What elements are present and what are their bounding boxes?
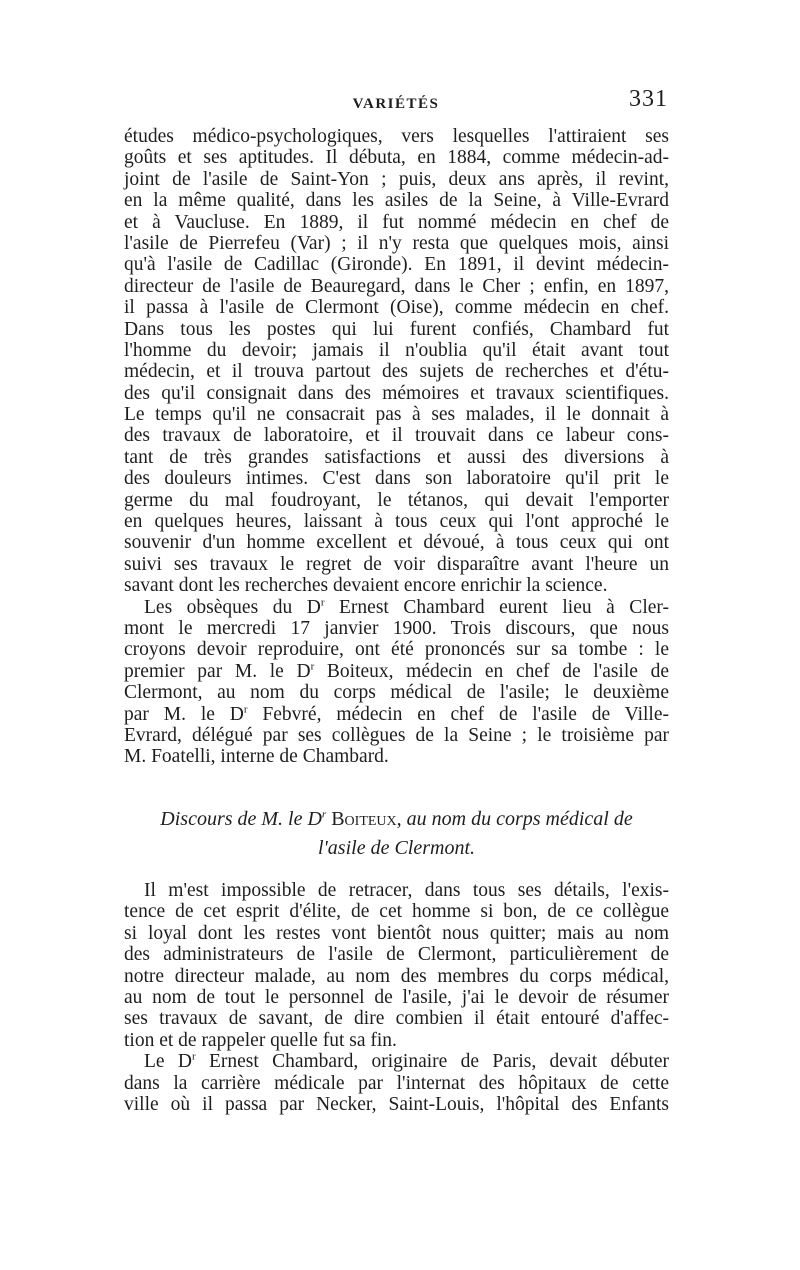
heading-fragment: , au nom du corps médical de bbox=[396, 808, 633, 830]
paragraph-2 bbox=[124, 597, 669, 768]
text-line: Evrard, délégué par ses collègues de la Seine ; le troisième par bbox=[124, 724, 669, 746]
text-line: des qu'il consignait dans des mémoires et travaux scientifiques. bbox=[124, 382, 669, 404]
text-line bbox=[124, 1051, 669, 1072]
text-line: directeur de l'asile de Beauregard, dans le Cher ; enfin, en 1897, bbox=[124, 275, 669, 297]
page-number: 331 bbox=[629, 86, 668, 112]
paragraph-1 bbox=[124, 126, 669, 597]
paragraph-3 bbox=[124, 880, 669, 1051]
text-fragment: premier par M. le D bbox=[124, 660, 311, 682]
text-fragment: Le D bbox=[144, 1051, 192, 1073]
text-line: l'homme du devoir; jamais il n'oublia qu'il était avant tout bbox=[124, 339, 669, 361]
text-line: souvenir d'un homme excellent et dévoué, à tous ceux qui ont bbox=[124, 532, 669, 554]
text-line: si loyal dont les restes vont bientôt nous quitter; mais au nom bbox=[124, 922, 669, 944]
text-line: des administrateurs de l'asile de Clermont, particulièrement de bbox=[124, 944, 669, 966]
text-line: ses travaux de savant, de dire combien il était entouré d'affec- bbox=[124, 1008, 669, 1030]
text-line: des travaux de laboratoire, et il trouvait dans ce labeur cons- bbox=[124, 425, 669, 447]
text-line: Le temps qu'il ne consacrait pas à ses malades, il le donnait à bbox=[124, 404, 669, 426]
text-line: goûts et ses aptitudes. Il débuta, en 1884, comme médecin-ad- bbox=[124, 147, 669, 169]
paragraph-4 bbox=[124, 1051, 669, 1115]
text-line: ville où il passa par Necker, Saint-Louis, l'hôpital des Enfants bbox=[124, 1093, 669, 1115]
text-line: dans la carrière médicale par l'internat des hôpitaux de cette bbox=[124, 1072, 669, 1094]
text-line: études médico-psychologiques, vers lesquelles l'attiraient ses bbox=[124, 126, 669, 147]
section-heading bbox=[124, 805, 669, 863]
text-fragment: Les obsèques du D bbox=[144, 596, 321, 618]
text-line: suivi ses travaux le regret de voir disparaître avant l'heure un bbox=[124, 553, 669, 575]
text-line: au nom de tout le personnel de l'asile, j'ai le devoir de résumer bbox=[124, 986, 669, 1008]
text-line: notre directeur malade, au nom des membres du corps médical, bbox=[124, 965, 669, 987]
page-header bbox=[124, 86, 668, 126]
text-line: médecin, et il trouva partout des sujets de recherches et d'étu- bbox=[124, 361, 669, 383]
text-line: et à Vaucluse. En 1889, il fut nommé médecin en chef de bbox=[124, 211, 669, 233]
text-line: tence de cet esprit d'élite, de cet homme si bon, de ce collègue bbox=[124, 901, 669, 923]
text-line: savant dont les recherches devaient encore enrichir la science. bbox=[124, 575, 608, 597]
text-line: des douleurs intimes. C'est dans son laboratoire qu'il prit le bbox=[124, 468, 669, 490]
text-line: mont le mercredi 17 janvier 1900. Trois discours, que nous bbox=[124, 617, 669, 639]
text-line: germe du mal foudroyant, le tétanos, qui devait l'emporter bbox=[124, 489, 669, 511]
superscript: r bbox=[320, 596, 325, 609]
text-fragment: par M. le D bbox=[124, 703, 244, 725]
heading-line bbox=[124, 805, 669, 834]
heading-line: l'asile de Clermont. bbox=[317, 837, 476, 859]
text-line bbox=[124, 704, 669, 725]
text-fragment: Ernest Chambard eurent lieu à Cler- bbox=[324, 596, 669, 618]
text-line: en la même qualité, dans les asiles de la Seine, à Ville-Evrard bbox=[124, 190, 669, 212]
text-line: croyons devoir reproduire, ont été prononcés sur sa tombe : le bbox=[124, 639, 669, 661]
text-fragment: Ernest Chambard, originaire de Paris, devait débuter bbox=[195, 1051, 669, 1073]
text-line: M. Foatelli, interne de Chambard. bbox=[124, 746, 389, 768]
text-line: Dans tous les postes qui lui furent confiés, Chambard fut bbox=[124, 318, 669, 340]
text-line: tion et de rappeler quelle fut sa fin. bbox=[124, 1029, 397, 1051]
superscript: r bbox=[310, 660, 315, 673]
heading-fragment: Discours de M. le D bbox=[160, 808, 322, 830]
superscript: r bbox=[243, 703, 248, 716]
body-text-top bbox=[124, 126, 669, 768]
superscript: r bbox=[191, 1050, 196, 1063]
text-line: Clermont, au nom du corps médical de l'asile; le deuxième bbox=[124, 682, 669, 704]
superscript: r bbox=[321, 808, 327, 821]
text-fragment: Boiteux, médecin en chef de l'asile de bbox=[314, 660, 669, 682]
text-line bbox=[124, 597, 669, 618]
body-text-bottom bbox=[124, 880, 669, 1115]
text-line: tant de très grandes satisfactions et aussi des diversions à bbox=[124, 446, 669, 468]
running-head: VARIÉTÉS bbox=[352, 96, 440, 112]
heading-name: Boiteux bbox=[326, 808, 397, 830]
text-line: l'asile de Pierrefeu (Var) ; il n'y resta que quelques mois, ainsi bbox=[124, 232, 669, 254]
text-line: joint de l'asile de Saint-Yon ; puis, deux ans après, il revint, bbox=[124, 168, 669, 190]
text-line: qu'à l'asile de Cadillac (Gironde). En 1891, il devint médecin- bbox=[124, 254, 669, 276]
text-line: il passa à l'asile de Clermont (Oise), comme médecin en chef. bbox=[124, 297, 669, 319]
text-line bbox=[124, 661, 669, 682]
text-line: en quelques heures, laissant à tous ceux qui l'ont approché le bbox=[124, 511, 669, 533]
text-line: Il m'est impossible de retracer, dans tous ses détails, l'exis- bbox=[144, 880, 669, 901]
text-fragment: Febvré, médecin en chef de l'asile de Ville- bbox=[247, 703, 669, 725]
